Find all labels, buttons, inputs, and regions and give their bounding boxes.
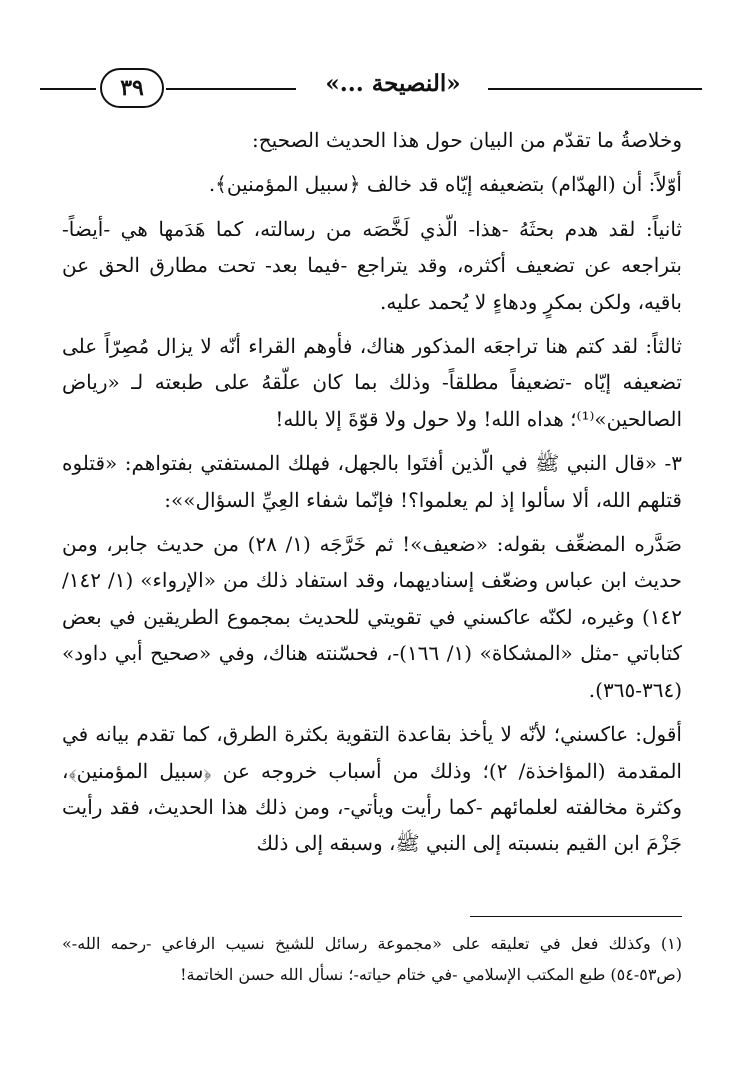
paragraph-response: أقول: عاكسني؛ لأنّه لا يأخذ بقاعدة التقوية بكثرة الطرق، كما تقدم بيانه في المقدمة (المؤاخذة/ ٢)؛ وذلك من أسباب خروجه عن ﴿سبيل المؤمنين﴾، وكثرة مخالفته لعلمائهم -كما رأيت ويأتي-، ومن ذلك هذا الحديث، فقد رأيت جَزْمَ ابن القيم بنسبته إلى النبي ﷺ، وسبقه إلى ذلك bbox=[62, 722, 682, 856]
main-text bbox=[62, 122, 682, 870]
paragraph-hadith-3: ٣- «قال النبي ﷺ في الّذين أفتَوا بالجهل، فهلك المستفتي بفتواهم: «قتلوه قتلهم الله، ألا سألوا إذ لم يعلموا؟! فإنّما شفاء العِيِّ السؤال»»: bbox=[62, 451, 682, 512]
page-header bbox=[40, 62, 702, 118]
running-title: «النصيحة ...» bbox=[325, 70, 461, 97]
footnote: (١) وكذلك فعل في تعليقه على «مجموعة رسائل للشيخ نسيب الرفاعي -رحمه الله-» (ص٥٣-٥٤) طبع المكتب الإسلامي -في ختام حياته-؛ نسأل الله حسن الخاتمة! bbox=[62, 934, 682, 984]
header-rule-right bbox=[488, 88, 702, 90]
paragraph-third-point: ثالثاً: لقد كتم هنا تراجعَه المذكور هناك، فأوهم القراء أنّه لا يزال مُصِرّاً على تضعيفه إيّاه -تضعيفاً مطلقاً- وذلك بما كان علّقهُ على طبعته لـ «رياض الصالحين»⁽¹⁾؛ هداه الله! ولا حول ولا قوّةَ إلا بالله! bbox=[62, 334, 682, 431]
paragraph-summary: وخلاصةُ ما تقدّم من البيان حول هذا الحديث الصحيح: bbox=[251, 128, 682, 152]
header-rule-middle bbox=[166, 88, 296, 90]
paragraph-takhrij: صَدَّره المضعِّف بقوله: «ضعيف»! ثم خَرَّجَه (١/ ٢٨) من حديث جابر، ومن حديث ابن عباس وضعّف إسناديهما، وقد استفاد ذلك من «الإرواء» (١/ ١٤٢/ ١٤٢) وغيره، لكنّه عاكسني في تقويتي للحديث بمجموع الطريقين في بعض كتاباتي -مثل «المشكاة» (١/ ١٦٦)-، فحسّنته هناك، وفي «صحيح أبي داود» (٣٦٤-٣٦٥). bbox=[62, 532, 683, 702]
footnote-divider bbox=[470, 916, 682, 917]
paragraph-second-point: ثانياً: لقد هدم بحثَهُ -هذا- الّذي لَخَّصَه من رسالته، كما هَدَمها هي -أيضاً- بتراجعه عن تضعيف أكثره، وقد يتراجع -فيما بعد- تحت مطارق الحق عن باقيه، ولكن بمكرٍ ودهاءٍ لا يُحمد عليه. bbox=[62, 216, 682, 314]
paragraph-first-point: أوّلاً: أن (الهدّام) بتضعيفه إيّاه قد خالف ﴿سبيل المؤمنين﴾. bbox=[208, 172, 682, 197]
page-number: ٣٩ bbox=[100, 68, 164, 108]
header-rule-left bbox=[40, 88, 96, 90]
